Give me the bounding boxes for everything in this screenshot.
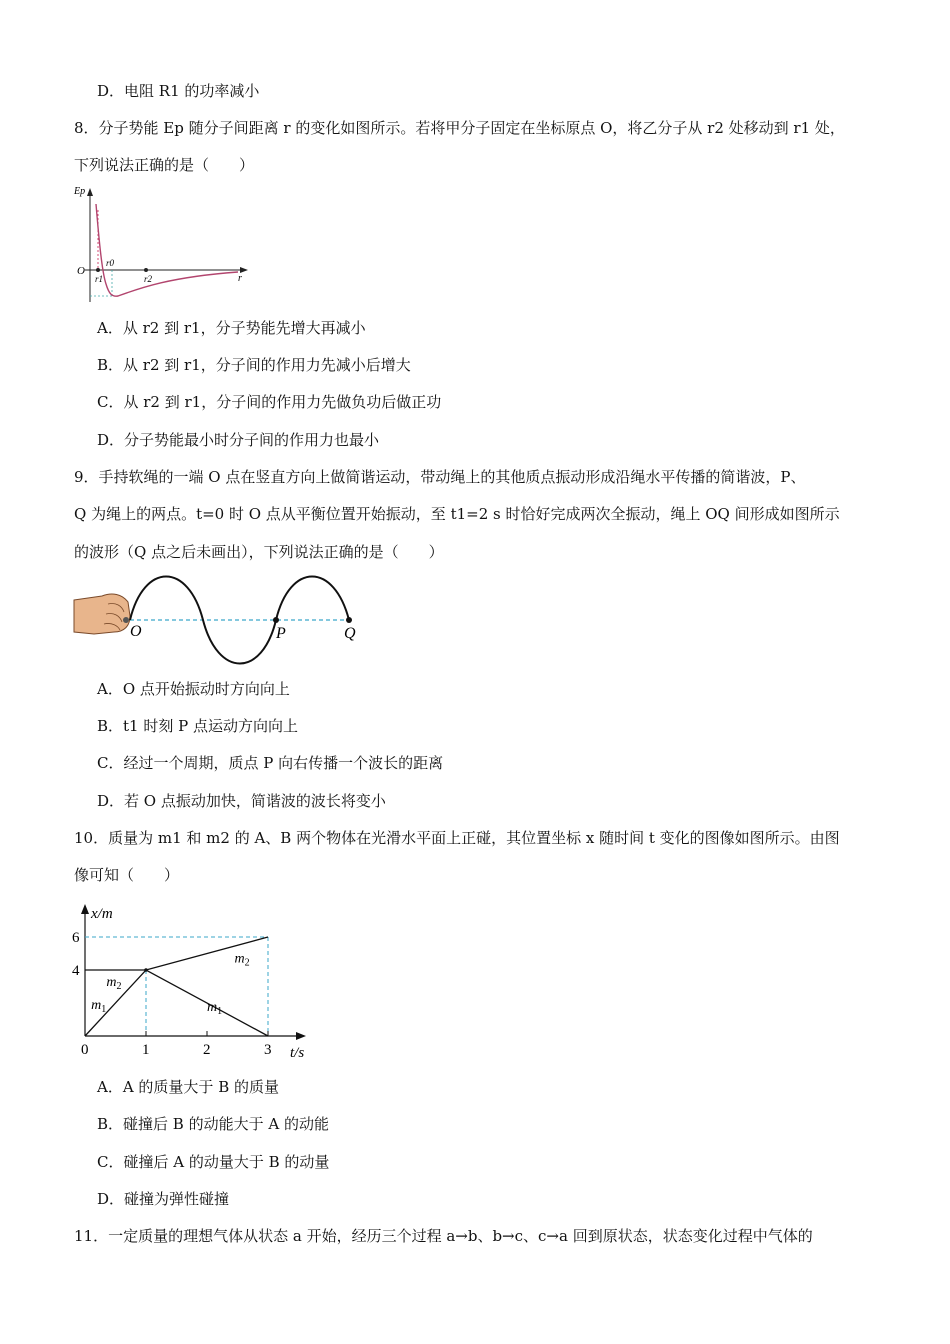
q10-ytick-label-4: 4 [72, 963, 80, 979]
q8-r0-label: r0 [106, 258, 115, 268]
q11-stem-line1: 11．一定质量的理想气体从状态 a 开始，经历三个过程 a→b、b→c、c→a 回到原状态，状态变化过程中气体的 [74, 1227, 813, 1245]
q10-label-m2-after: $m_2$ [234, 951, 250, 969]
q10-label-m1-before: $m_1$ [91, 998, 107, 1015]
q9-option-b: B．t1 时刻 P 点运动方向向上 [97, 717, 298, 735]
q9-stem-line1: 9．手持软绳的一端 O 点在竖直方向上做简谐运动，带动绳上的其他质点振动形成沿绳水平传播的简谐波，P、 [74, 468, 806, 486]
hand-icon [74, 594, 130, 634]
q8-r1-label: r1 [95, 274, 104, 284]
q10-stem-line2: 像可知（ ） [74, 866, 180, 884]
q10-x-label: t/s [290, 1045, 305, 1061]
q10-label-m2-before: $m_2$ [106, 975, 122, 992]
q10-collision-point [144, 968, 148, 972]
q10-ytick-label-6: 6 [72, 930, 80, 946]
q9-stem-line2: Q 为绳上的两点。t=0 时 O 点从平衡位置开始振动，至 t1=2 s 时恰好完成两次全振动，绳上 OQ 间形成如图所示 [74, 505, 840, 523]
q9-wave-curve [130, 577, 349, 664]
q9-point-q: Q [344, 625, 356, 642]
q9-option-d: D．若 O 点振动加快，简谐波的波长将变小 [97, 792, 386, 810]
q7-option-d: D．电阻 R1 的功率减小 [97, 82, 260, 100]
q8-origin-label: O [77, 265, 85, 277]
q9-stem-line3: 的波形（Q 点之后未画出），下列说法正确的是（ ） [74, 543, 444, 561]
q8-ep-curve [96, 204, 238, 296]
q9-point-o: O [130, 623, 142, 640]
q10-y-label: x/m [91, 906, 113, 922]
q8-y-label: Ep [74, 186, 86, 197]
q8-option-d: D．分子势能最小时分子间的作用力也最小 [97, 431, 380, 449]
q10-xtick-label-3: 3 [264, 1042, 272, 1058]
q9-option-a: A．O 点开始振动时方向向上 [97, 680, 290, 698]
q8-option-b: B．从 r2 到 r1，分子间的作用力先减小后增大 [97, 356, 411, 374]
q9-point-p: P [276, 625, 286, 642]
q10-option-a: A．A 的质量大于 B 的质量 [97, 1078, 279, 1096]
q10-label-m1-after: $m_1$ [207, 1000, 223, 1017]
q9-option-c: C．经过一个周期，质点 P 向右传播一个波长的距离 [97, 754, 444, 772]
q9-wave-figure [72, 570, 372, 670]
q10-option-c: C．碰撞后 A 的动量大于 B 的动量 [97, 1153, 330, 1171]
q10-option-d: D．碰撞为弹性碰撞 [97, 1190, 230, 1208]
q10-xtick-label-0: 0 [81, 1042, 89, 1058]
q8-stem-line2: 下列说法正确的是（ ） [74, 156, 255, 174]
q10-xtick-label-1: 1 [142, 1042, 150, 1058]
q8-r2-label: r2 [144, 274, 153, 284]
q8-option-a: A．从 r2 到 r1，分子势能先增大再减小 [97, 319, 366, 337]
q10-stem-line1: 10．质量为 m1 和 m2 的 A、B 两个物体在光滑水平面上正碰，其位置坐标 x 随时间 t 变化的图像如图所示。由图 [74, 829, 840, 847]
q8-x-label: r [238, 273, 242, 284]
q8-stem-line1: 8．分子势能 Ep 随分子间距离 r 的变化如图所示。若将甲分子固定在坐标原点 O，将乙分子从 r2 处移动到 r1 处， [74, 119, 845, 137]
q10-position-time-chart [60, 900, 320, 1065]
q8-potential-energy-figure [70, 180, 260, 310]
q10-xtick-label-2: 2 [203, 1042, 211, 1058]
q8-option-c: C．从 r2 到 r1，分子间的作用力先做负功后做正功 [97, 393, 442, 411]
q10-option-b: B．碰撞后 B 的动能大于 A 的动能 [97, 1115, 329, 1133]
